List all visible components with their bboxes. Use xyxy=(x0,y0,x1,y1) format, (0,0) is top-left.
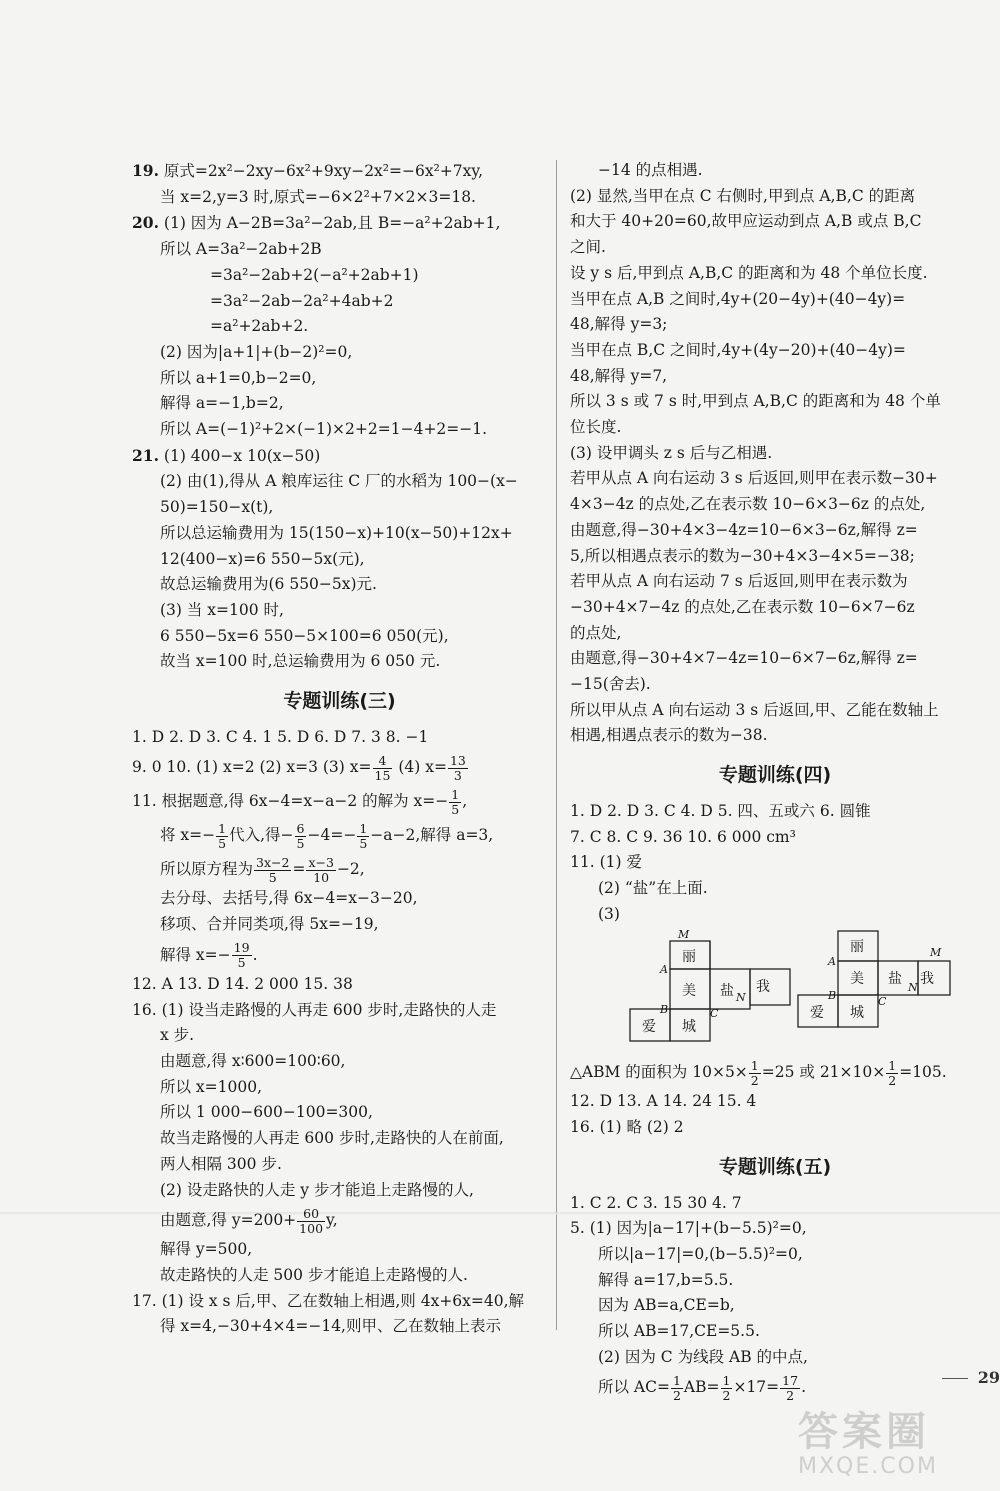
left-column xyxy=(132,158,547,1340)
denominator: 5 xyxy=(218,835,227,851)
answer-17-continued xyxy=(570,158,980,749)
denominator: 2 xyxy=(672,1387,681,1403)
char-mei: 美 xyxy=(850,971,864,988)
char-cheng: 城 xyxy=(850,1005,864,1022)
watermark-url: MXQE.COM xyxy=(798,1454,938,1479)
cont-line: −30+4×7−4z 的点处,乙在表示数 10−6×7−6z xyxy=(570,597,915,616)
denominator: 100 xyxy=(299,1220,324,1236)
answer-21-line-3: 50)=150−x(t), xyxy=(160,498,274,517)
answer-5-line-5: 所以 AB=17,CE=5.5. xyxy=(598,1322,760,1341)
answer-21-line-4: 所以总运输费用为 15(150−x)+10(x−50)+12x+ xyxy=(160,523,513,542)
char-yan: 盐 xyxy=(888,971,902,988)
answer-11-2: (2) “盐”在上面. xyxy=(598,878,708,897)
char-cheng: 城 xyxy=(682,1019,696,1036)
answer-17-line-1: 17. (1) 设 x s 后,甲、乙在数轴上相遇,则 4x+6x=40,解 xyxy=(132,1291,525,1310)
char-li: 丽 xyxy=(850,939,864,956)
answer-21-line-8: 6 550−5x=6 550−5×100=6 050(元), xyxy=(160,626,449,645)
answer-16-line-7: 两人相隔 300 步. xyxy=(160,1154,282,1173)
answer-21-line-2: (2) 由(1),得从 A 粮库运往 C 厂的水稻为 100−(x− xyxy=(160,472,518,491)
section-4-answers-7-10: 7. C 8. C 9. 36 10. 6 000 cm³ xyxy=(570,827,796,846)
denominator: 2 xyxy=(750,1072,759,1088)
answer-20-line-5: =a²+2ab+2. xyxy=(210,317,309,336)
numerator: 60 xyxy=(297,1207,325,1222)
char-yan: 盐 xyxy=(720,983,734,1000)
answer-16-line-5: 所以 1 000−600−100=300, xyxy=(160,1103,373,1122)
cube-net-2 xyxy=(798,931,950,1027)
numerator: 1 xyxy=(672,1372,681,1388)
answer-20-line-4: =3a²−2ab−2a²+4ab+2 xyxy=(210,291,394,310)
text: AB= xyxy=(683,1378,720,1397)
denominator: 5 xyxy=(268,869,277,885)
answer-16 xyxy=(132,998,547,1289)
fraction xyxy=(373,754,393,783)
column-divider xyxy=(556,160,557,1330)
cont-line: 5,所以相遇点表示的数为−30+4×3−4×5=−38; xyxy=(570,546,915,565)
section-4-answers-12-15: 12. D 13. A 14. 24 15. 4 xyxy=(570,1092,757,1111)
q9-text: 9. 0 10. (1) x=2 (2) x=3 (3) x= xyxy=(132,758,372,777)
cont-line: 若甲从点 A 向右运动 3 s 后返回,则甲在表示数−30+ xyxy=(570,469,938,488)
fraction xyxy=(448,754,468,783)
answer-21-line-6: 故总运输费用为(6 550−5x)元. xyxy=(160,575,377,594)
fraction xyxy=(254,856,291,885)
section-4-answers-1-6: 1. D 2. D 3. C 4. D 5. 四、五或六 6. 圆锥 xyxy=(570,801,871,820)
answer-16-line-10: 解得 y=500, xyxy=(160,1240,253,1259)
denominator: 5 xyxy=(359,835,368,851)
fraction xyxy=(449,788,461,817)
char-wo: 我 xyxy=(756,979,770,996)
answer-5-line-7 xyxy=(570,1370,980,1404)
label-B: B xyxy=(828,989,837,1003)
fraction xyxy=(232,941,252,970)
page-number: 29 xyxy=(977,1368,1000,1387)
denominator: 5 xyxy=(296,835,305,851)
watermark-logo-text: 答案圈 xyxy=(798,1409,930,1455)
numerator: 1 xyxy=(888,1057,897,1073)
text: = xyxy=(292,860,306,879)
cont-line: 由题意,得−30+4×3−4z=10−6×3−6z,解得 z= xyxy=(570,520,918,539)
fraction: $\frac{17}{2}$ xyxy=(782,1372,799,1403)
fraction xyxy=(216,822,228,851)
denominator: 15 xyxy=(374,767,391,783)
answer-11-3: (3) xyxy=(598,904,620,923)
char-mei: 美 xyxy=(682,983,696,1000)
answer-21-line-1: (1) 400−x 10(x−50) xyxy=(163,446,321,465)
answer-19: 19. 原式=2x²−2xy−6x²+9xy−2x²=−6x²+7xy, 当 x=2,y=3 时,原式=−6×2²+7×2×3=18. xyxy=(132,158,547,210)
answer-21-line-5: 12(400−x)=6 550−5x(元), xyxy=(160,549,365,568)
answer-5-line-1: 5. (1) 因为|a−17|+(b−5.5)²=0, xyxy=(570,1219,807,1238)
cont-line: 所以甲从点 A 向右运动 3 s 后返回,甲、乙能在数轴上 xyxy=(570,700,939,719)
label-A: A xyxy=(660,963,668,977)
char-wo: 我 xyxy=(920,971,934,988)
cont-line: 由题意,得−30+4×7−4z=10−6×7−6z,解得 z= xyxy=(570,649,918,668)
denominator: 2 xyxy=(722,1387,731,1403)
cont-line: (2) 显然,当甲在点 C 右侧时,甲到点 A,B,C 的距离 xyxy=(570,186,916,205)
numerator: 1 xyxy=(218,820,227,836)
answer-11-line-6: 解得 x=− $\frac{19}{5}$ . xyxy=(160,940,258,971)
text: . xyxy=(801,1378,806,1397)
label-B: B xyxy=(660,1003,669,1017)
label-M: M xyxy=(678,929,690,942)
site-watermark xyxy=(798,1410,988,1480)
cube-net-1 xyxy=(630,929,790,1041)
cont-line: 当甲在点 A,B 之间时,4y+(20−4y)+(40−4y)= xyxy=(570,289,906,308)
section-3-answers-9-10 xyxy=(132,750,547,784)
cont-line: 4×3−4z 的点处,乙在表示数 10−6×3−6z 的点处, xyxy=(570,495,926,514)
denominator: 3 xyxy=(453,767,462,783)
cont-line: 48,解得 y=7, xyxy=(570,366,668,385)
text: ×17= xyxy=(733,1378,780,1397)
cont-line: 的点处, xyxy=(570,623,622,642)
answer-16-line-4: 所以 x=1000, xyxy=(160,1077,263,1096)
answer-20: 20. (1) 因为 A−2B=3a²−2ab,且 B=−a²+2ab+1, 所以 A=3a²−2ab+2B =3a²−2ab+2(−a²+2ab+1) =3a²−2ab−2a²+4ab+2 =a²+2ab+2. (2) 因为|a+1|+(b−2)²=0, 所以 a+1=0,b−2=0, 解得 a=−1,b=2, 所以 A=(−1)²+2×(−1)×2+2=1−4+2=−1. xyxy=(132,210,547,442)
cont-line: 和大于 40+20=60,故甲应运动到点 A,B 或点 B,C xyxy=(570,212,922,231)
section-title-4: 专题训练(四) xyxy=(718,764,832,787)
answer-16-line-9 xyxy=(132,1203,547,1237)
fraction xyxy=(306,856,335,885)
answer-16-line-1: 16. (1) 设当走路慢的人再走 600 步时,走路快的人走 xyxy=(132,1000,497,1019)
text: −a−2,解得 a=3, xyxy=(370,826,494,845)
cont-line: 若甲从点 A 向右运动 7 s 后返回,则甲在表示数为 xyxy=(570,572,908,591)
cont-line: −15(舍去). xyxy=(570,675,651,694)
fraction xyxy=(357,822,369,851)
answer-5-line-6: (2) 因为 C 为线段 AB 的中点, xyxy=(598,1347,808,1366)
answer-11: 11. 根据题意,得 6x−4=x−a−2 的解为 x=− $\frac{1}{5}$ , 将 x=− $\frac{1}{5}$ 代入,得− $\frac{6}{5}$ −4=− $\frac{1}{5}$ −a−2,解得 a=3, 所以原方程为 $\frac{3x-2}{5}$ = $\frac{x-3}{10}$ −2, 去分母、去括号,得 6x−4=x−3−20, 移项、合并同类项,得 5x=−19, 解得 x=− $\frac{19}{5}$ . xyxy=(132,784,547,971)
numerator: 4 xyxy=(373,754,393,769)
text: =25 或 21×10× xyxy=(761,1063,886,1082)
label-N: N xyxy=(736,991,746,1005)
label-N: N xyxy=(908,981,918,995)
answer-20-line-7: 所以 a+1=0,b−2=0, xyxy=(160,368,317,387)
char-li: 丽 xyxy=(682,949,696,966)
denominator: 5 xyxy=(451,801,460,817)
answer-11-1: 11. (1) 爱 xyxy=(570,853,642,872)
label-A: A xyxy=(828,955,836,969)
text: −2, xyxy=(336,860,365,879)
fraction xyxy=(295,822,307,851)
cont-line: 相遇,相遇点表示的数为−38. xyxy=(570,726,768,745)
text: 所以原方程为 xyxy=(160,860,254,879)
text: y, xyxy=(326,1211,338,1230)
answers-12-15: 12. A 13. D 14. 2 000 15. 38 xyxy=(132,974,353,993)
answer-5-line-2: 所以|a−17|=0,(b−5.5)²=0, xyxy=(598,1244,803,1263)
answer-16-line-3: 由题意,得 x∶600=100∶60, xyxy=(160,1051,346,1070)
answer-11-line-3 xyxy=(132,852,547,886)
fraction xyxy=(721,1374,733,1403)
cube-net-diagrams xyxy=(570,929,970,1049)
label-C: C xyxy=(710,1007,719,1021)
answer-11-line-2 xyxy=(132,818,547,852)
numerator: 13 xyxy=(449,752,466,768)
page-number-dash xyxy=(942,1378,968,1379)
cube-net-figures xyxy=(570,929,980,1049)
answer-21: 21. (1) 400−x 10(x−50) (2) 由(1),得从 A 粮库运往 C 厂的水稻为 100−(x− 50)=150−x(t), 所以总运输费用为 15(150−x)+10(x−50)+12x+ 12(400−x)=6 550−5x(元), 故总运输费用为(6 550−5x)元. (3) 当 x=100 时, 6 550−5x=6 550−5×100=6 050(元), 故当 x=100 时,总运输费用为 6 050 元. xyxy=(132,443,547,675)
answer-16-line-6: 故当走路慢的人再走 600 步时,走路快的人在前面, xyxy=(160,1129,504,1148)
section-3-answers-1-8: 1. D 2. D 3. C 4. 1 5. D 6. D 7. 3 8. −1 xyxy=(132,727,429,746)
cont-line: 所以 3 s 或 7 s 时,甲到点 A,B,C 的距离和为 48 个单 xyxy=(570,392,941,411)
cont-line: 设 y s 后,甲到点 A,B,C 的距离和为 48 个单位长度. xyxy=(570,263,928,282)
text: 由题意,得 y=200+ xyxy=(160,1211,297,1230)
answer-19-line-2: 当 x=2,y=3 时,原式=−6×2²+7×2×3=18. xyxy=(160,187,476,206)
answer-5-line-4: 因为 AB=a,CE=b, xyxy=(598,1296,735,1315)
answer-20-line-6: (2) 因为|a+1|+(b−2)²=0, xyxy=(160,342,353,361)
fraction xyxy=(671,1374,683,1403)
cont-line: (3) 设甲调头 z s 后与乙相遇. xyxy=(570,443,773,462)
answer-20-line-2: 所以 A=3a²−2ab+2B xyxy=(160,240,322,259)
numerator: 3x−2 xyxy=(256,854,290,870)
text: −4=− xyxy=(307,826,357,845)
cont-line: 48,解得 y=3; xyxy=(570,315,668,334)
answer-20-line-9: 所以 A=(−1)²+2×(−1)×2+2=1−4+2=−1. xyxy=(160,420,488,439)
numerator: 1 xyxy=(750,1057,759,1073)
answer-20-line-3: =3a²−2ab+2(−a²+2ab+1) xyxy=(210,265,419,284)
answer-11-line-1: 11. 根据题意,得 6x−4=x−a−2 的解为 x=− xyxy=(132,792,449,811)
section-title-5: 专题训练(五) xyxy=(718,1155,832,1178)
answer-5-line-3: 解得 a=17,b=5.5. xyxy=(598,1270,734,1289)
denominator: 2 xyxy=(888,1072,897,1088)
answer-20-line-1: (1) 因为 A−2B=3a²−2ab,且 B=−a²+2ab+1, xyxy=(163,214,501,233)
denominator: 10 xyxy=(313,869,330,885)
label-C: C xyxy=(878,995,887,1009)
text: 将 x=− xyxy=(160,826,216,845)
text: 所以 AC= xyxy=(598,1378,670,1397)
cont-line: −14 的点相遇. xyxy=(598,161,703,179)
fraction xyxy=(886,1059,898,1088)
cont-line: 当甲在点 B,C 之间时,4y+(4y−20)+(40−4y)= xyxy=(570,340,906,359)
answer-16-line-2: x 步. xyxy=(160,1026,195,1045)
answer-17-line-2: 得 x=4,−30+4×4=−14,则甲、乙在数轴上表示 xyxy=(160,1317,501,1336)
answer-11-line-4: 去分母、去括号,得 6x−4=x−3−20, xyxy=(160,889,418,908)
numerator: 19 xyxy=(233,940,250,956)
text: 解得 x=− xyxy=(160,945,231,964)
numerator: x−3 xyxy=(308,854,334,870)
answer-16-line-11: 故走路快的人走 500 步才能追上走路慢的人. xyxy=(160,1265,468,1284)
char-ai: 爱 xyxy=(810,1005,824,1022)
answer-20-line-8: 解得 a=−1,b=2, xyxy=(160,394,284,413)
numerator: 6 xyxy=(296,820,305,836)
answer-21-line-9: 故当 x=100 时,总运输费用为 6 050 元. xyxy=(160,652,441,671)
cont-line: 之间. xyxy=(570,238,606,257)
section-4-answer-16: 16. (1) 略 (2) 2 xyxy=(570,1118,684,1137)
label-M: M xyxy=(930,946,942,960)
answer-21-line-7: (3) 当 x=100 时, xyxy=(160,600,284,619)
section-5-answers-1-4: 1. C 2. C 3. 15 30 4. 7 xyxy=(570,1193,742,1212)
fraction xyxy=(297,1207,325,1236)
right-column xyxy=(570,158,980,1404)
triangle-area-line xyxy=(570,1055,980,1089)
denominator: 5 xyxy=(237,955,246,971)
answer-16-line-8: (2) 设走路快的人走 y 步才能追上走路慢的人, xyxy=(160,1180,474,1199)
text: △ABM 的面积为 10×5× xyxy=(570,1063,748,1082)
q10-4-text: (4) x= xyxy=(393,758,447,777)
answer-17 xyxy=(132,1289,547,1340)
cont-line: 位长度. xyxy=(570,418,622,437)
numerator: 1 xyxy=(451,786,460,802)
char-ai: 爱 xyxy=(642,1019,656,1036)
numerator: 1 xyxy=(722,1372,731,1388)
text: =105. xyxy=(899,1063,947,1082)
answer-11-line-5: 移项、合并同类项,得 5x=−19, xyxy=(160,915,379,934)
section-title-3: 专题训练(三) xyxy=(283,690,396,713)
fraction xyxy=(749,1059,761,1088)
numerator: 1 xyxy=(359,820,368,836)
answer-19-line-1: 原式=2x²−2xy−6x²+9xy−2x²=−6x²+7xy, xyxy=(163,162,484,180)
text: 代入,得− xyxy=(229,826,294,845)
